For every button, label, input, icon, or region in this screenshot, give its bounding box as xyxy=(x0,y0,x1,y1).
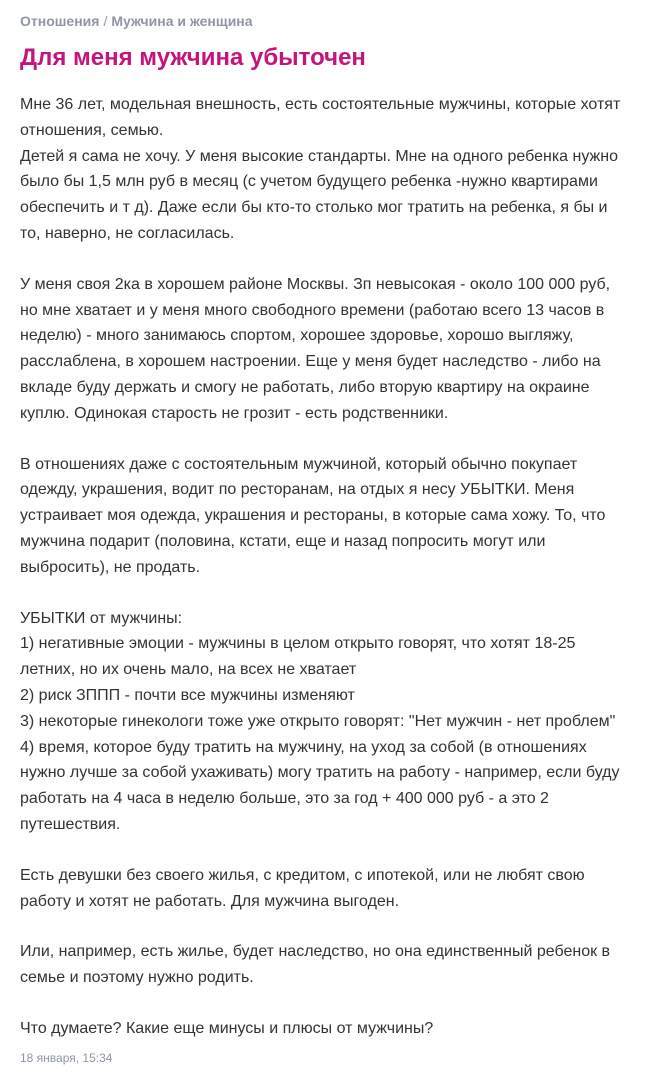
post-body xyxy=(20,92,640,1067)
post-paragraph: В отношениях даже с состоятельным мужчиной, который обычно покупает одежду, украшения, водит по ресторанам, на отдых я несу УБЫТКИ. Меня устраивает моя одежда, украшения и рестораны, в которые сама хожу. То, что мужчина подарит (половина, кстати, еще и назад попросить могут или выбросить), не продать. xyxy=(20,455,606,576)
post-paragraph: Мне 36 лет, модельная внешность, есть состоятельные мужчины, которые хотят отношения, семью. Детей я сама не хочу. У меня высокие стандарты. Мне на одного ребенка нужно было бы 1,5 млн руб в месяц (с учетом будущего ребенка -нужно квартирами обеспечить и т д). Даже если бы кто-то столько мог тратить на ребенка, я бы и то, наверно, не согласилась. xyxy=(20,96,621,242)
post-paragraph: У меня своя 2ка в хорошем районе Москвы. Зп невысокая - около 100 000 руб, но мне хватает и у меня много свободного времени (работаю всего 13 часов в неделю) - много занимаюсь спортом, хорошее здоровье, хорошо выгляжу, расслаблена, в хорошем настроении. Еще у меня будет наследство - либо на вкладе буду держать и смогу не работать, либо вторую квартиру на окраине куплю. Одинокая старость не грозит - есть родственники. xyxy=(20,275,611,422)
post-paragraph: Есть девушки без своего жилья, с кредитом, с ипотекой, или не любят свою работу и хотят не работать. Для мужчина выгоден. xyxy=(20,866,585,910)
breadcrumb-separator: / xyxy=(103,13,108,29)
post-title: Для меня мужчина убыточен xyxy=(20,44,366,71)
breadcrumb-link-man-and-woman[interactable]: Мужчина и женщина xyxy=(111,13,253,29)
breadcrumb-link-relationships[interactable]: Отношения xyxy=(20,13,100,29)
post-paragraph: Что думаете? Какие еще минусы и плюсы от мужчины? xyxy=(20,1019,434,1037)
post-timestamp: 18 января, 15:34 xyxy=(20,1051,113,1065)
post-paragraph: УБЫТКИ от мужчины: 1) негативные эмоции - мужчины в целом открыто говорят, что хотят 18-25 летних, но их очень мало, на всех не хватает 2) риск ЗППП - почти все мужчины изменяют 3) некоторые гинекологи тоже уже открыто говорят: "Нет мужчин - нет проблем" 4) время, которое буду тратить на мужчину, на уход за собой (в отношениях нужно лучше за собой ухаживать) могу тратить на работу - например, если буду работать на 4 часа в неделю больше, это за год + 400 000 руб - а это 2 путешествия. xyxy=(20,609,620,833)
breadcrumb xyxy=(20,12,253,30)
post-paragraph: Или, например, есть жилье, будет наследство, но она единственный ребенок в семье и поэтому нужно родить. xyxy=(20,943,611,987)
